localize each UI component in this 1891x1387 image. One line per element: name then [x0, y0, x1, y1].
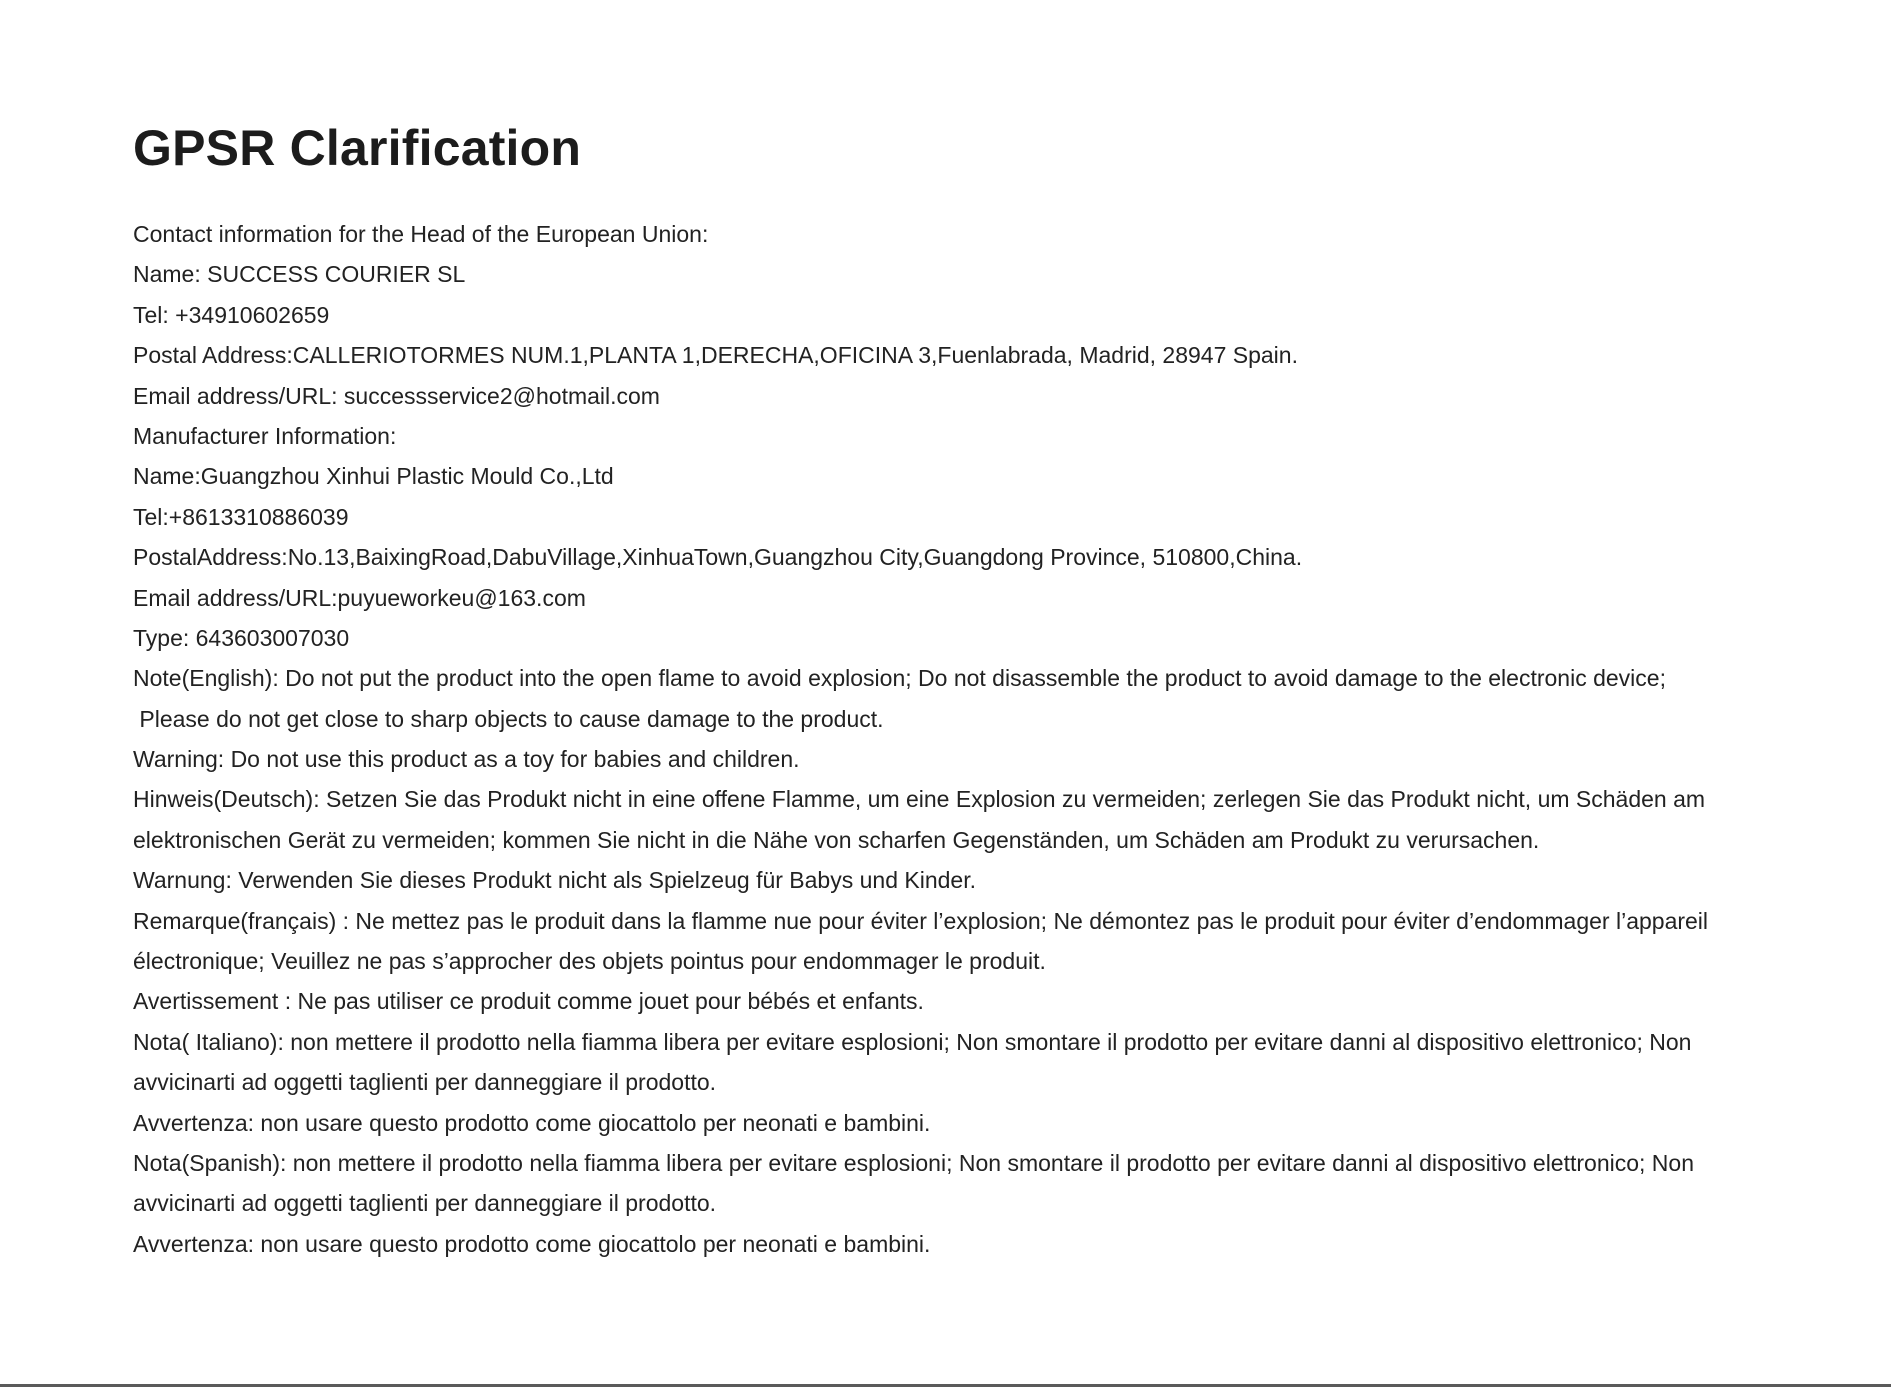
- body-line: Name:Guangzhou Xinhui Plastic Mould Co.,Ltd: [133, 463, 614, 490]
- gpsr-document: [133, 0, 1793, 1264]
- body-line: Avvertenza: non usare questo prodotto come giocattolo per neonati e bambini.: [133, 1109, 931, 1136]
- body-line: Warning: Do not use this product as a toy for babies and children.: [133, 746, 800, 773]
- body-line: Postal Address:CALLERIOTORMES NUM.1,PLANTA 1,DERECHA,OFICINA 3,Fuenlabrada, Madrid, 28947 Spain.: [133, 342, 1298, 369]
- body-line: PostalAddress:No.13,BaixingRoad,DabuVillage,XinhuaTown,Guangzhou City,Guangdong Province, 510800,China.: [133, 544, 1303, 571]
- body-line: Nota(Spanish): non mettere il prodotto nella fiamma libera per evitare esplosioni; Non smontare il prodotto per evitare danni al dispositivo elettronico; Non: [133, 1149, 1694, 1176]
- body-line: Email address/URL: successservice2@hotmail.com: [133, 382, 660, 409]
- body-line: électronique; Veuillez ne pas s’approcher des objets pointus pour endommager le produit.: [133, 948, 1046, 975]
- body-line: Manufacturer Information:: [133, 422, 397, 449]
- body-line: Tel:+8613310886039: [133, 503, 349, 530]
- body-line: Warnung: Verwenden Sie dieses Produkt nicht als Spielzeug für Babys und Kinder.: [133, 867, 976, 894]
- body-line: Avvertenza: non usare questo prodotto come giocattolo per neonati e bambini.: [133, 1230, 931, 1257]
- body-line: Avertissement : Ne pas utiliser ce produit comme jouet pour bébés et enfants.: [133, 988, 924, 1015]
- body-line: Nota( Italiano): non mettere il prodotto nella fiamma libera per evitare esplosioni; Non smontare il prodotto per evitare danni al dispositivo elettronico; Non: [133, 1028, 1692, 1055]
- body-line: Remarque(français) : Ne mettez pas le produit dans la flamme nue pour éviter l’explosion; Ne démontez pas le produit pour éviter d’endommager l’appareil: [133, 907, 1709, 934]
- body-line: avvicinarti ad oggetti taglienti per danneggiare il prodotto.: [133, 1190, 717, 1217]
- body-line: Email address/URL:puyueworkeu@163.com: [133, 584, 586, 611]
- document-body: [133, 214, 1793, 1264]
- body-line: Please do not get close to sharp objects to cause damage to the product.: [133, 705, 884, 732]
- body-line: Note(English): Do not put the product into the open flame to avoid explosion; Do not disassemble the product to avoid damage to the electronic device;: [133, 665, 1666, 692]
- body-line: Name: SUCCESS COURIER SL: [133, 261, 466, 288]
- body-line: Contact information for the Head of the European Union:: [133, 221, 709, 247]
- page-title: GPSR Clarification: [133, 120, 582, 176]
- body-line: elektronischen Gerät zu vermeiden; kommen Sie nicht in die Nähe von scharfen Gegenständen, um Schäden am Produkt zu verursachen.: [133, 826, 1540, 853]
- body-line: Hinweis(Deutsch): Setzen Sie das Produkt nicht in eine offene Flamme, um eine Explosion zu vermeiden; zerlegen Sie das Produkt nicht, um Schäden am: [133, 786, 1706, 813]
- body-line: Tel: +34910602659: [133, 301, 330, 328]
- body-line: avvicinarti ad oggetti taglienti per danneggiare il prodotto.: [133, 1069, 717, 1096]
- body-line: Type: 643603007030: [133, 624, 350, 651]
